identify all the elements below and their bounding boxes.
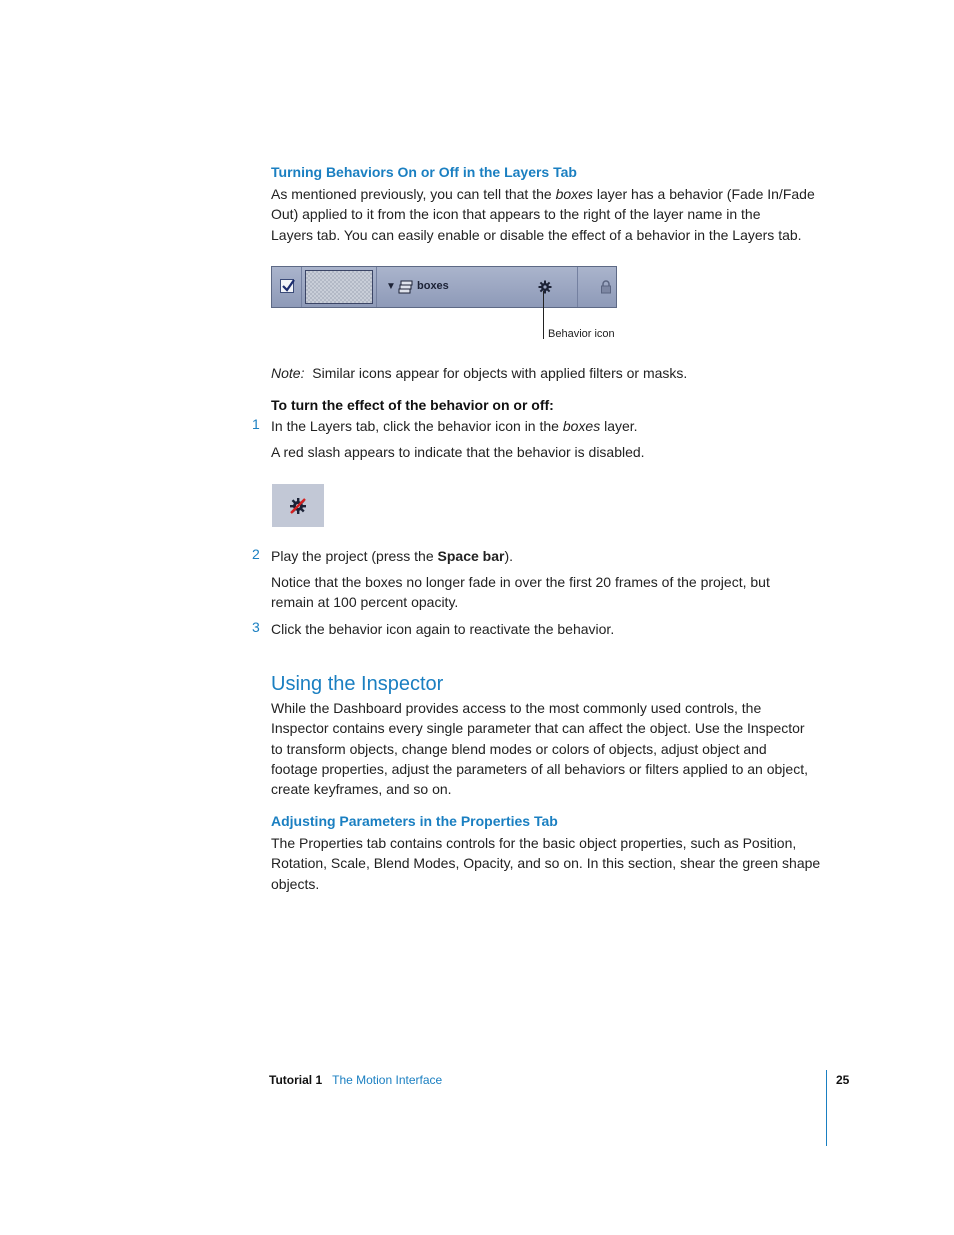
layer-name: boxes bbox=[417, 280, 449, 292]
note-text: Similar icons appear for objects with applied filters or masks. bbox=[312, 365, 688, 381]
callout-line bbox=[543, 291, 544, 339]
disabled-behavior-figure bbox=[272, 484, 324, 527]
lock-icon[interactable] bbox=[600, 280, 612, 294]
note-label: Note: bbox=[271, 365, 305, 381]
section3-body: The Properties tab contains controls for the basic object properties, such as Position, Rotation, Scale, Blend Modes, Opacity, and so on. In this section, shear the green shape objects. bbox=[271, 835, 821, 892]
step-text: Play the project (press the Space bar). bbox=[271, 548, 514, 564]
note bbox=[271, 363, 831, 383]
step-result: A red slash appears to indicate that the behavior is disabled. bbox=[271, 444, 645, 460]
section-heading-properties: Adjusting Parameters in the Properties Tab bbox=[271, 813, 558, 829]
layer-group-icon bbox=[398, 279, 414, 295]
step-number: 3 bbox=[252, 619, 260, 635]
step-result: Notice that the boxes no longer fade in over the first 20 frames of the project, but remain at 100 percent opacity. bbox=[271, 574, 770, 611]
section-heading-inspector: Using the Inspector bbox=[271, 673, 444, 695]
step-text: Click the behavior icon again to reactivate the behavior. bbox=[271, 621, 615, 637]
section1-intro: As mentioned previously, you can tell that the boxes layer has a behavior (Fade In/Fade Out) applied to it from the icon that appears to the right of the layer name in the Layers tab. You can easily enable or disable the effect of a behavior in the Layers tab. bbox=[271, 186, 815, 243]
behavior-gear-icon[interactable] bbox=[538, 280, 552, 294]
behavior-disabled-icon bbox=[288, 496, 308, 516]
footer-chapter bbox=[269, 1073, 442, 1087]
step-text: In the Layers tab, click the behavior icon in the boxes layer. bbox=[271, 418, 638, 434]
disclosure-triangle-icon[interactable]: ▼ bbox=[386, 281, 396, 292]
layer-thumbnail bbox=[305, 270, 373, 304]
footer-chapter-number: Tutorial 1 bbox=[269, 1073, 323, 1087]
page-number: 25 bbox=[836, 1073, 850, 1087]
procedure-title: To turn the effect of the behavior on or off: bbox=[271, 397, 554, 413]
footer-divider bbox=[826, 1070, 827, 1146]
footer-chapter-title[interactable]: The Motion Interface bbox=[332, 1073, 443, 1087]
section2-body: While the Dashboard provides access to the most commonly used controls, the Inspector contains every single parameter that can affect the object. Use the Inspector to transform objects, change blend modes or colors of objects, adjust object and footage properties, adjust the parameters of all behaviors or filters applied to an object, create keyframes, and so on. bbox=[271, 700, 808, 798]
layers-row-figure bbox=[271, 266, 617, 308]
callout-label: Behavior icon bbox=[548, 328, 615, 340]
checkbox-icon[interactable] bbox=[280, 279, 294, 293]
step-number: 1 bbox=[252, 416, 260, 432]
section-heading-behaviors: Turning Behaviors On or Off in the Layers Tab bbox=[271, 164, 577, 180]
step-number: 2 bbox=[252, 546, 260, 562]
